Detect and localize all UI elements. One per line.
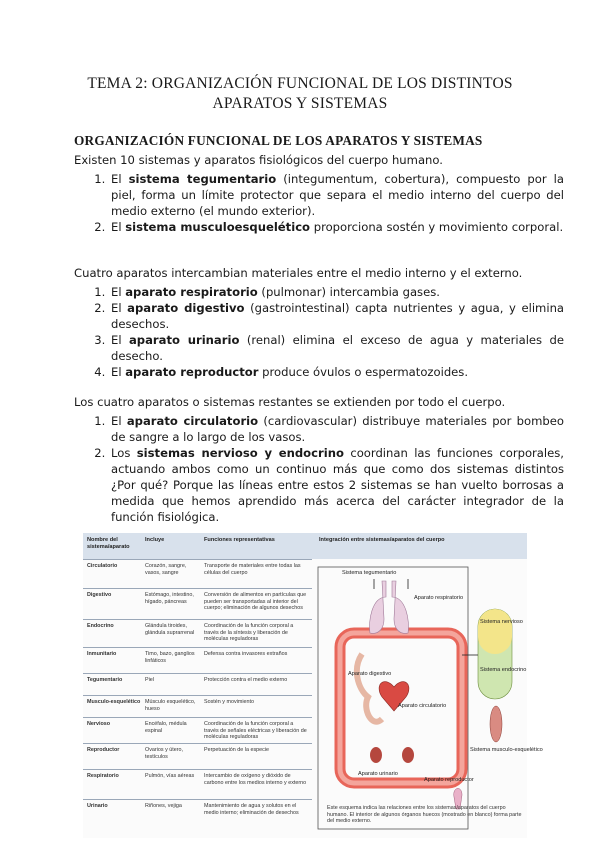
title-line-1: TEMA 2: ORGANIZACIÓN FUNCIONAL DE LOS DISTINTOS [87,75,513,92]
item-term: aparato digestivo [127,301,245,315]
item-text: produce óvulos o espermatozoides. [258,365,469,379]
table-row [83,673,312,696]
list-item [109,284,564,300]
item-prefix: El [111,285,126,299]
cell-functions: Intercambio de oxígeno y dióxido de carbono entre los medios interno y externo [204,773,307,786]
kidney-right-icon [402,747,414,763]
header-integration: Integración entre sistemas/aparatos del cuerpo [319,537,445,543]
item-prefix: El [111,301,128,315]
item-term: aparato circulatorio [126,414,259,428]
label-musculo: Sistema musculo-esquelético [470,747,543,753]
item-text: (renal) elimina el exceso de agua y materiales de desecho. [111,333,564,363]
cell-includes: Glándula tiroides, glándula suprarrenal [145,623,195,636]
intro-paragraph: Existen 10 sistemas y aparatos fisiológicos del cuerpo humano. [74,153,443,167]
table-row [83,647,312,674]
table-row [83,743,312,770]
cell-functions: Conversión de alimentos en partículas que pueden ser transportadas al interior del cuerpo; eliminación de algunos desechos [204,592,307,612]
list-item [109,171,564,219]
item-term: aparato urinario [128,333,240,347]
cell-functions: Transporte de materiales entre todas las células del cuerpo [204,563,301,576]
kidney-left-icon [370,747,382,763]
item-term: sistemas nervioso y endocrino [136,446,344,460]
item-prefix: El [111,365,126,379]
section-heading: ORGANIZACIÓN FUNCIONAL DE LOS APARATOS Y SISTEMAS [74,133,483,148]
list-item [109,332,564,364]
list-item [109,300,564,332]
cell-includes: Piel [145,677,154,683]
cell-name: Endocrino [87,623,114,629]
cell-includes: Timo, bazo, ganglios linfáticos [145,651,195,664]
cell-name: Respiratorio [87,773,119,779]
item-term: aparato respiratorio [125,285,258,299]
label-respiratorio: Aparato respiratorio [414,595,464,601]
list-item [109,364,564,380]
label-circulatorio: Aparato circulatorio [398,703,447,709]
item-term: sistema tegumentario [128,172,277,186]
cell-includes: Estómago, intestino, hígado, páncreas [145,592,194,605]
header-name: Nombre del sistema/aparato [87,537,130,550]
table-row [83,799,312,839]
cell-name: Urinario [87,803,108,809]
cell-functions: Protección contra el medio externo [204,677,288,683]
cell-name: Musculo-esquelético [87,699,141,705]
lung-right-icon [392,581,408,633]
header-functions: Funciones representativas [204,537,275,543]
list-systems-1 [74,171,564,235]
item-text: coordinan las funciones corporales, actuando ambos como un continuo más que como dos sistemas distintos ¿Por qué? Porque las líneas entre estos 2 sistemas se han vuelto borrosas a medida que hemos aprendido más acerca del carácter integrador de la función fisiológica. [111,446,564,524]
item-prefix: El [111,172,129,186]
table-row [83,619,312,648]
table-row [83,559,312,589]
label-endocrino: Sistema endocrino [480,667,527,673]
list-systems-2 [74,284,564,380]
item-text: (gastrointestinal) capta nutrientes y agua, y elimina desechos. [111,301,565,331]
lung-left-icon [370,581,386,633]
cell-functions: Coordinación de la función corporal a través de señales eléctricas y liberación de moléculas reguladoras [204,721,307,741]
item-prefix: El [111,220,126,234]
item-prefix: El [111,414,127,428]
systems-table [83,533,312,838]
item-prefix: El [111,333,129,347]
list-item [109,219,564,235]
cell-includes: Encéfalo, médula espinal [145,721,187,734]
cell-includes: Ovarios y útero, testículos [145,747,184,760]
item-text: (integumentum, cobertura), compuesto por la piel, forma un límite protector que separa el medio interno del cuerpo del medio externo (el mundo exterior). [111,172,564,218]
label-digestivo: Aparato digestivo [348,671,392,677]
label-reproductor: Aparato reproductor [424,777,474,783]
paragraph-remaining: Los cuatro aparatos o sistemas restantes se extienden por todo el cuerpo. [74,395,506,409]
cell-name: Reproductor [87,747,120,753]
label-urinario: Aparato urinario [358,771,398,777]
cell-includes: Pulmón, vías aéreas [145,773,195,779]
item-prefix: Los [111,446,137,460]
item-text: (pulmonar) intercambia gases. [257,285,440,299]
cell-includes: Músculo esquelético, hueso [145,699,196,712]
digestive-tract-icon [357,654,382,722]
cell-includes: Riñones, vejiga [145,803,182,809]
table-row [83,769,312,800]
table-row [83,717,312,744]
cell-functions: Mantenimiento de agua y solutos en el medio interno; eliminación de desechos [204,803,299,816]
list-item [109,445,564,525]
item-term: aparato reproductor [125,365,259,379]
list-item [109,413,564,445]
cell-name: Circulatorio [87,563,118,569]
cell-name: Inmunitario [87,651,117,657]
integration-diagram [312,559,543,838]
table-row [83,588,312,620]
cell-name: Digestivo [87,592,112,598]
document-title [0,74,600,114]
item-text: (cardiovascular) distribuye materiales por bombeo de sangre a lo largo de los vasos. [111,414,565,444]
label-tegumentario: Sistema tegumentario [342,570,397,576]
cell-functions: Coordinación de la función corporal a través de la síntesis y liberación de moléculas reguladoras [204,623,294,643]
cell-includes: Corazón, sangre, vasos, sangre [145,563,187,576]
muscle-icon [490,706,502,742]
cell-functions: Defensa contra invasores extraños [204,651,288,657]
title-line-2: APARATOS Y SISTEMAS [212,95,388,112]
cell-functions: Perpetuación de la especie [204,747,270,753]
cell-name: Tegumentario [87,677,123,683]
item-text: proporciona sostén y movimiento corporal. [310,220,564,234]
cell-name: Nervioso [87,721,111,727]
cell-functions: Sostén y movimiento [204,699,255,705]
list-systems-3 [74,413,564,525]
diagram-caption: Este esquema indica las relaciones entre los sistemas/aparatos del cuerpo humano. El interior de algunos órganos huecos (mostrado en blanco) forma parte del medio externo. [327,805,522,825]
label-nervioso: Sistema nervioso [480,619,523,625]
table-row [83,695,312,718]
header-includes: Incluye [145,537,165,543]
item-term: sistema musculoesquelético [125,220,311,234]
systems-figure [83,533,543,838]
nervous-box-top [478,609,512,654]
paragraph-exchange: Cuatro aparatos intercambian materiales entre el medio interno y el externo. [74,266,523,280]
